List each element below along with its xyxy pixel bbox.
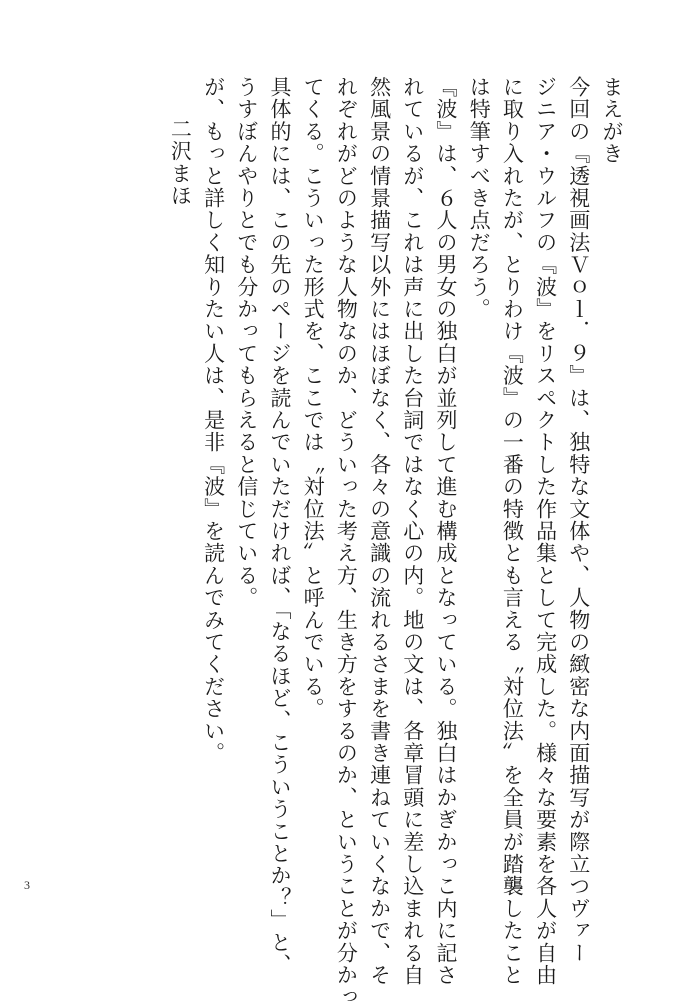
body-line-3: に取り入れたが、とりわけ『波』の一番の特徴とも言える〝対位法〟を全員が踏襲したこと bbox=[500, 76, 525, 987]
author-name: 二沢まほ bbox=[168, 118, 193, 207]
body-line-2: ジニア・ウルフの『波』をリスペクトした作品集として完成した。様々な要素を各人が自由 bbox=[533, 76, 558, 987]
body-line-4: は特筆すべき点だろう。 bbox=[467, 76, 492, 321]
body-line-8: れぞれがどのような人物なのか、どういった考え方、生き方をするのか、ということが分かっ bbox=[334, 76, 359, 1008]
body-line-7: 然風景の情景描写以外にはほぼなく、各々の意識の流れるさまを書き連ねていくなかで、そ bbox=[367, 76, 392, 987]
body-line-11: うすぼんやりとでも分かってもらえると信じている。 bbox=[234, 76, 259, 609]
body-line-5: 『波』は、６人の男女の独白が並列して進む構成となっている。独白はかぎかっこ内に記さ bbox=[433, 76, 458, 987]
body-line-10: 具体的には、この先のページを読んでいただければ、「なるほど、こういうことか？」と、 bbox=[267, 76, 292, 976]
body-line-6: れているが、これは声に出した台詞ではなく心の内。地の文は、各章冒頭に差し込まれる自 bbox=[400, 76, 425, 987]
body-line-9: てくる。こういった形式を、ここでは〝対位法〟と呼んでいる。 bbox=[301, 76, 326, 720]
body-line-1: 今回の『透視画法Ｖｏｌ．９』は、独特な文体や、人物の緻密な内面描写が際立つヴァー bbox=[566, 76, 591, 964]
vertical-text-block bbox=[68, 76, 628, 1008]
body-line-12: が、もっと詳しく知りたい人は、是非『波』を読んでみてください。 bbox=[201, 76, 226, 765]
page-number: 3 bbox=[24, 878, 30, 892]
section-title: まえがき bbox=[600, 76, 624, 165]
